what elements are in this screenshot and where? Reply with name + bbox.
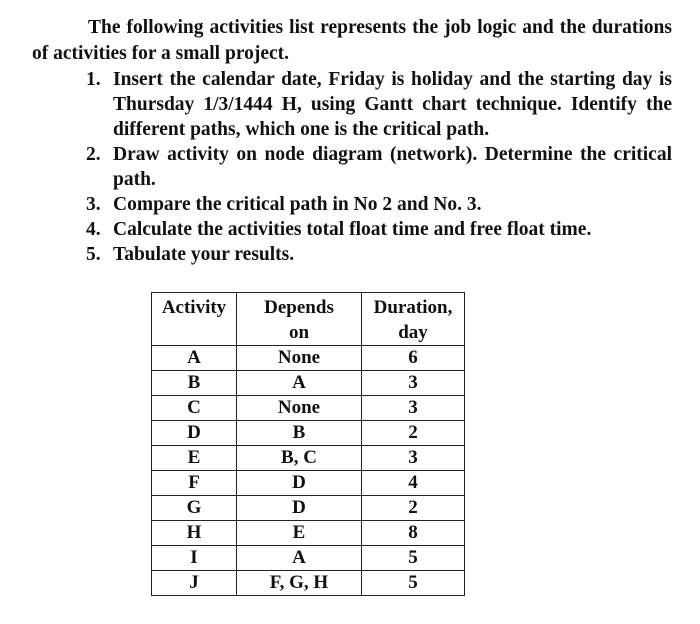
question-number: 2. [86,144,101,165]
table-row [152,346,465,371]
cell-duration: 5 [362,571,465,596]
table-row [152,496,465,521]
table-body [152,346,465,596]
cell-depends-on: E [237,521,362,546]
cell-activity: F [152,471,237,496]
table-row [152,546,465,571]
question-item [86,142,672,192]
cell-duration: 2 [362,496,465,521]
question-item [86,217,672,242]
question-number: 5. [86,244,101,265]
question-text: Draw activity on node diagram (network). Determine the critical path. [113,144,672,190]
question-text: Tabulate your results. [113,244,295,265]
question-text: Insert the calendar date, Friday is holiday and the starting day is Thursday 1/3/1444 H, using Gantt chart technique. Identify the different paths, which one is the critical path. [113,69,672,140]
header-duration: Duration, day [362,293,465,346]
cell-activity: A [152,346,237,371]
cell-activity: D [152,421,237,446]
cell-depends-on: A [237,546,362,571]
cell-duration: 8 [362,521,465,546]
header-activity: Activity [152,293,237,346]
cell-duration: 3 [362,446,465,471]
question-number: 4. [86,219,101,240]
cell-duration: 6 [362,346,465,371]
cell-activity: G [152,496,237,521]
intro-paragraph: The following activities list represents the job logic and the durations of activities for a small project. [32,17,672,64]
cell-activity: B [152,371,237,396]
cell-duration: 4 [362,471,465,496]
table-row [152,571,465,596]
cell-depends-on: None [237,396,362,421]
cell-duration: 5 [362,546,465,571]
cell-depends-on: B, C [237,446,362,471]
cell-activity: E [152,446,237,471]
header-depends-on: Depends on [237,293,362,346]
activities-table [151,292,465,596]
cell-duration: 2 [362,421,465,446]
cell-activity: C [152,396,237,421]
table-row [152,471,465,496]
table-row [152,396,465,421]
question-text: Compare the critical path in No 2 and No. 3. [113,194,482,215]
cell-activity: I [152,546,237,571]
table-row [152,421,465,446]
question-item [86,192,672,217]
cell-duration: 3 [362,371,465,396]
question-list [86,67,672,267]
cell-depends-on: D [237,471,362,496]
cell-duration: 3 [362,396,465,421]
cell-depends-on: F, G, H [237,571,362,596]
table-row [152,521,465,546]
cell-depends-on: None [237,346,362,371]
cell-activity: J [152,571,237,596]
cell-depends-on: D [237,496,362,521]
cell-activity: H [152,521,237,546]
cell-depends-on: B [237,421,362,446]
cell-depends-on: A [237,371,362,396]
table-row [152,446,465,471]
question-text: Calculate the activities total float time and free float time. [113,219,592,240]
table-row [152,371,465,396]
question-number: 1. [86,69,101,90]
question-item [86,67,672,142]
question-number: 3. [86,194,101,215]
table-header-row [152,293,465,346]
question-item [86,242,672,267]
